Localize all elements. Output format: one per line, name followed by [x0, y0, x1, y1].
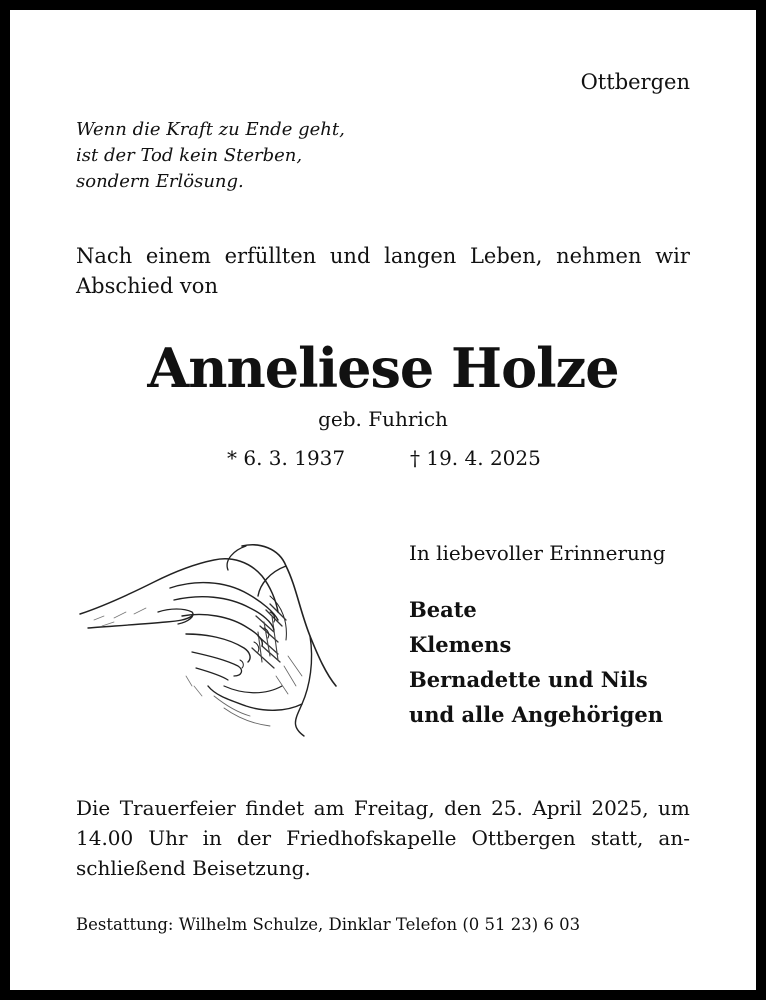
undertaker-contact: Bestattung: Wilhelm Schulze, Dinklar Telefon (0 51 23) 6 03 — [76, 915, 581, 934]
funeral-word: um — [658, 796, 690, 820]
memory-line: In liebevoller Erinnerung — [409, 541, 666, 565]
funeral-word: an- — [658, 826, 690, 850]
birth-date: * 6. 3. 1937 — [227, 446, 346, 470]
family-list — [409, 592, 663, 732]
funeral-word: Die — [76, 796, 111, 820]
motto-verse — [76, 117, 345, 195]
funeral-word: den — [444, 796, 482, 820]
funeral-word: 2025, — [591, 796, 649, 820]
funeral-word: 25. — [491, 796, 523, 820]
intro-line-2: Abschied von — [76, 274, 218, 298]
obituary-notice — [10, 10, 756, 990]
intro-word: einem — [145, 244, 211, 268]
funeral-word: Uhr — [148, 826, 188, 850]
intro-word: Leben, — [469, 244, 543, 268]
deceased-name: Anneliese Holze — [147, 336, 619, 400]
funeral-word: 14.00 — [76, 826, 134, 850]
family-member: Beate — [409, 597, 477, 622]
folded-hands-icon — [74, 536, 344, 746]
intro-word: erfüllten — [224, 244, 317, 268]
funeral-word: April — [532, 796, 582, 820]
intro-word: nehmen — [556, 244, 642, 268]
family-member: und alle Angehörigen — [409, 702, 663, 727]
funeral-line-1 — [76, 793, 690, 823]
funeral-word: in — [202, 826, 222, 850]
intro-line-1 — [76, 241, 690, 271]
family-member: Bernadette und Nils — [409, 667, 648, 692]
place-name: Ottbergen — [580, 70, 690, 94]
funeral-word: Freitag, — [353, 796, 435, 820]
funeral-word: statt, — [590, 826, 644, 850]
funeral-line-3: schließend Beisetzung. — [76, 856, 311, 880]
motto-line: Wenn die Kraft zu Ende geht, — [76, 119, 345, 140]
family-member: Klemens — [409, 632, 512, 657]
death-date: † 19. 4. 2025 — [410, 446, 541, 470]
funeral-word: am — [313, 796, 345, 820]
funeral-word: der — [236, 826, 272, 850]
motto-line: ist der Tod kein Sterben, — [76, 145, 303, 166]
intro-text — [76, 241, 690, 301]
funeral-word: Trauerfeier — [119, 796, 236, 820]
intro-word: Nach — [76, 244, 133, 268]
funeral-line-2 — [76, 823, 690, 853]
birth-name: geb. Fuhrich — [318, 407, 448, 431]
funeral-word: Ottbergen — [471, 826, 576, 850]
motto-line: sondern Erlösung. — [76, 171, 244, 192]
intro-word: wir — [655, 244, 690, 268]
funeral-word: Friedhofskapelle — [286, 826, 457, 850]
intro-word: und — [329, 244, 371, 268]
funeral-word: findet — [245, 796, 305, 820]
funeral-details — [76, 793, 690, 883]
intro-word: langen — [384, 244, 457, 268]
